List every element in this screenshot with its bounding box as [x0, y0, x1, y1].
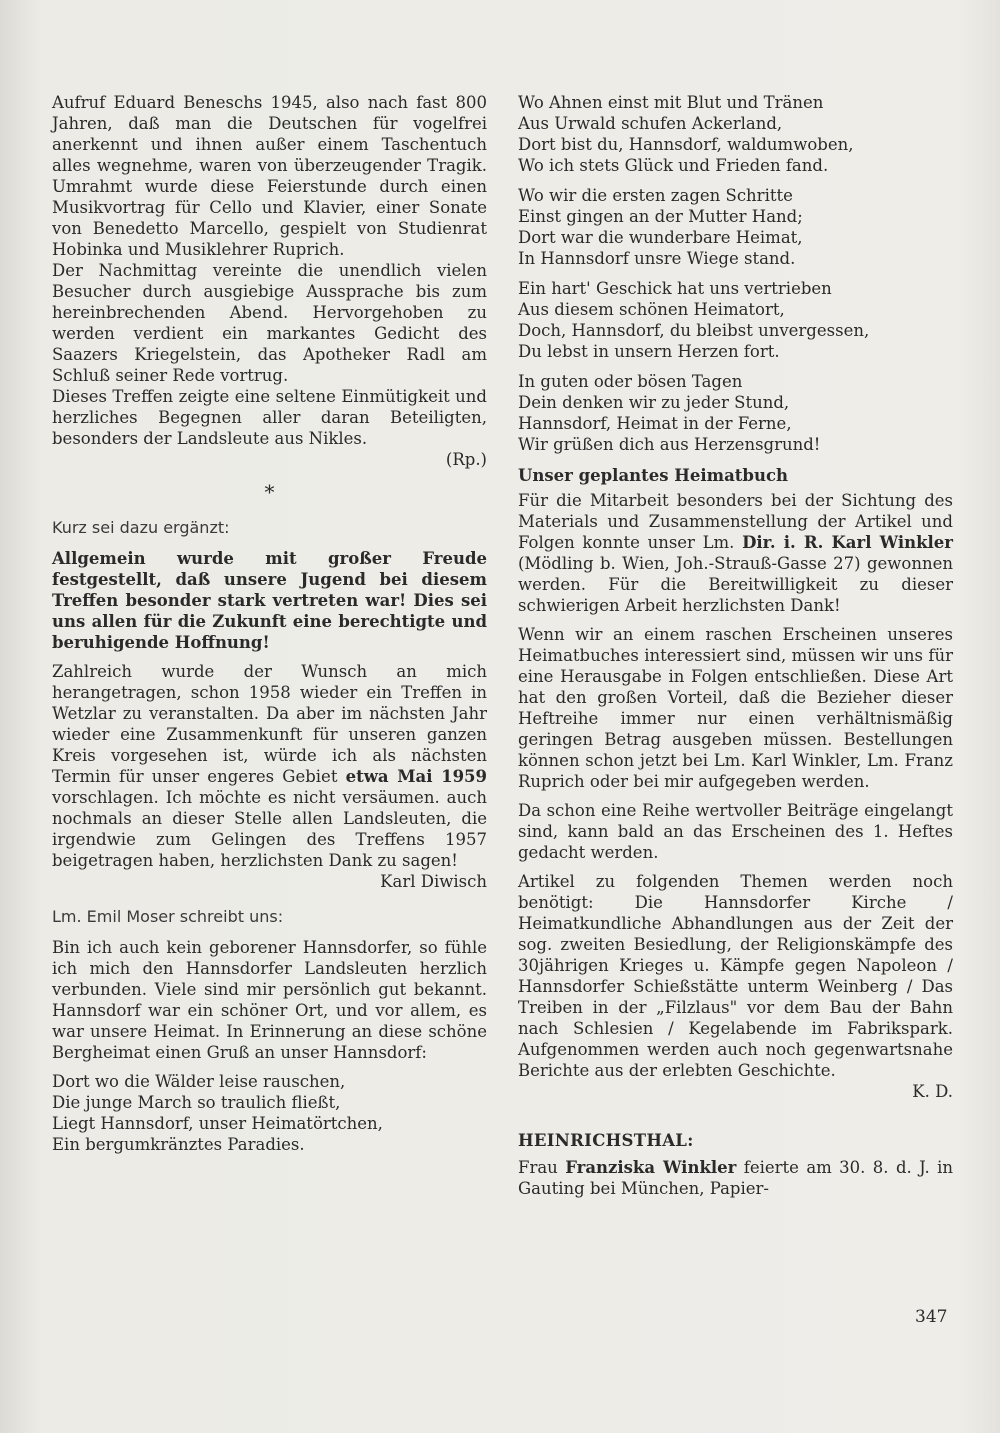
poem-line: In Hannsdorf unsre Wiege stand.: [518, 249, 796, 268]
poem-line: Dein denken wir zu jeder Stund,: [518, 393, 790, 412]
poem-line: Einst gingen an der Mutter Hand;: [518, 207, 803, 226]
poem-line: Hannsdorf, Heimat in der Ferne,: [518, 414, 792, 433]
signature-kd: K. D.: [912, 1082, 953, 1101]
page-number: 347: [915, 1307, 948, 1327]
bold-paragraph: Allgemein wurde mit großer Freude festgestellt, daß unsere Jugend bei diesem Treffen besonder stark vertreten war! Dies sei uns allen für die Zukunft eine berechtigte und beruhigende Hoffnung!: [52, 549, 487, 652]
section-heading-heinrichsthal: HEINRICHSTHAL:: [518, 1131, 694, 1150]
signature-rp: (Rp.): [445, 450, 487, 469]
diwisch-date: etwa Mai 1959: [345, 767, 488, 786]
paragraph-erscheinen: Wenn wir an einem raschen Erscheinen unseres Heimatbuches interessiert sind, müssen wir uns für eine Herausgabe in Folgen entschließen. Diese Art hat den großen Vorteil, daß die Bezieher dieser Heftreihe immer nur einen verhältnismäßig geringen Betrag ausgeben müssen. Bestellungen können schon jetzt bei Lm. Karl Winkler, Lm. Franz Ruprich oder bei mir aufgegeben werden.: [518, 625, 953, 791]
poem-stanza-1: [52, 1071, 487, 1155]
paragraph-nachmittag: Der Nachmittag vereinte die unendlich vielen Besucher durch ausgiebige Aussprache bis zum hereinbrechenden Abend. Hervorgehoben zu werden verdient ein markantes Gedicht des Saazers Kriegelstein, das Apotheker Radl am Schluß seiner Rede vortrug.: [52, 261, 487, 385]
birthday-text-a: Frau: [518, 1158, 558, 1177]
right-column: [518, 92, 953, 1199]
poem-line: Ein hart' Geschick hat uns vertrieben: [518, 279, 832, 298]
mitarbeit-text-b: (Mödling b. Wien, Joh.-Strauß-Gasse 27) gewonnen werden. Für die Bereitwilligkeit zu dieser schwierigen Arbeit herzlichsten Dank!: [518, 554, 953, 615]
poem-stanza-4: [518, 278, 953, 362]
poem-line: Ein bergumkränztes Paradies.: [52, 1135, 305, 1154]
poem-line: Dort wo die Wälder leise rauschen,: [52, 1072, 346, 1091]
moser-intro: Lm. Emil Moser schreibt uns:: [52, 907, 284, 926]
section-heading-heimatbuch: Unser geplantes Heimatbuch: [518, 466, 788, 485]
paragraph-treffen-text: Dieses Treffen zeigte eine seltene Einmütigkeit und herzliches Begegnen aller daran Beteiligten, besonders der Landsleute aus Nikles.: [52, 387, 487, 448]
poem-line: Dort war die wunderbare Heimat,: [518, 228, 803, 247]
diwisch-text-a: Zahlreich wurde der Wunsch an mich herangetragen, schon 1958 wieder ein Treffen in Wetzlar zu veranstalten. Da aber im nächsten Jahr wieder eine Zusammenkunft für unseren ganzen Kreis vorgesehen ist, würde ich als nächsten Termin für unser engeres Gebiet: [52, 662, 487, 786]
poem-line: Wo Ahnen einst mit Blut und Tränen: [518, 93, 824, 112]
poem-line: Du lebst in unsern Herzen fort.: [518, 342, 780, 361]
paragraph-themen: Artikel zu folgenden Themen werden noch benötigt: Die Hannsdorfer Kirche / Heimatkundliche Abhandlungen aus der Zeit der sog. zweiten Besiedlung, der Religionskämpfe des 30jährigen Krieges u. Kämpfe gegen Napoleon / Hannsdorfer Schießstätte unterm Weinberg / Das Treiben in der „Filzlaus" vor dem Bau der Bahn nach Schlesien / Kegelabende im Fabrikspark. Aufgenommen werden auch noch gegenwartsnahe Berichte aus der erlebten Geschichte.: [518, 872, 953, 1080]
mitarbeit-text-a: Für die Mitarbeit besonders bei der Sichtung des Materials und Zusammenstellung der Artikel und Folgen konnte unser Lm.: [518, 491, 953, 552]
kurz-intro: Kurz sei dazu ergänzt:: [52, 518, 230, 537]
poem-stanza-2: [518, 92, 953, 176]
paragraph-winkler-birthday: [518, 1157, 953, 1199]
poem-line: Wo wir die ersten zagen Schritte: [518, 186, 793, 205]
poem-line: Dort bist du, Hannsdorf, waldumwoben,: [518, 135, 854, 154]
diwisch-text-b: vorschlagen. Ich möchte es nicht versäumen. auch nochmals an dieser Stelle allen Landsleuten, die irgendwie zum Gelingen des Treffens 1957 beigetragen haben, herzlichsten Dank zu sagen!: [52, 788, 487, 870]
poem-line: Aus Urwald schufen Ackerland,: [518, 114, 783, 133]
poem-line: In guten oder bösen Tagen: [518, 372, 743, 391]
left-column: [52, 92, 487, 1164]
poem-line: Aus diesem schönen Heimatort,: [518, 300, 785, 319]
poem-line: Wir grüßen dich aus Herzensgrund!: [518, 435, 821, 454]
paragraph-beitraege: Da schon eine Reihe wertvoller Beiträge eingelangt sind, kann bald an das Erscheinen des 1. Heftes gedacht werden.: [518, 801, 953, 862]
separator-star: *: [264, 480, 275, 504]
signature-row: [52, 871, 487, 892]
franziska-winkler-name: Franziska Winkler: [565, 1158, 737, 1177]
birthday-text-b: feierte am 30. 8. d. J. in Gauting bei München, Papier-: [518, 1158, 953, 1198]
paragraph-mitarbeit: [518, 490, 953, 616]
paragraph-treffen: [52, 386, 487, 449]
paragraph-moser: Bin ich auch kein geborener Hannsdorfer, so fühle ich mich den Hannsdorfer Landsleuten herzlich verbunden. Viele sind mir persönlich gut bekannt. Hannsdorf war ein schöner Ort, und vor allem, es war unsere Heimat. In Erinnerung an diese schöne Bergheimat einen Gruß an unser Hannsdorf:: [52, 938, 487, 1062]
paragraph-beneschs: Aufruf Eduard Beneschs 1945, also nach fast 800 Jahren, daß man die Deutschen für vogelfrei anerkennt und ihnen außer einem Taschentuch alles wegnehme, waren von überzeugender Tragik. Umrahmt wurde diese Feierstunde durch einen Musikvortrag für Cello und Klavier, einer Sonate von Benedetto Marcello, gespielt von Studienrat Hobinka und Musiklehrer Ruprich.: [52, 93, 487, 259]
poem-stanza-3: [518, 185, 953, 269]
poem-stanza-5: [518, 371, 953, 455]
signature-diwisch: Karl Diwisch: [380, 872, 487, 891]
poem-line: Liegt Hannsdorf, unser Heimatörtchen,: [52, 1114, 383, 1133]
poem-line: Die junge March so traulich fließt,: [52, 1093, 341, 1112]
poem-line: Wo ich stets Glück und Frieden fand.: [518, 156, 829, 175]
poem-line: Doch, Hannsdorf, du bleibst unvergessen,: [518, 321, 870, 340]
signature-row: [52, 449, 487, 470]
winkler-name: Dir. i. R. Karl Winkler: [742, 533, 953, 552]
signature-row: [518, 1081, 953, 1102]
paragraph-diwisch: [52, 661, 487, 871]
